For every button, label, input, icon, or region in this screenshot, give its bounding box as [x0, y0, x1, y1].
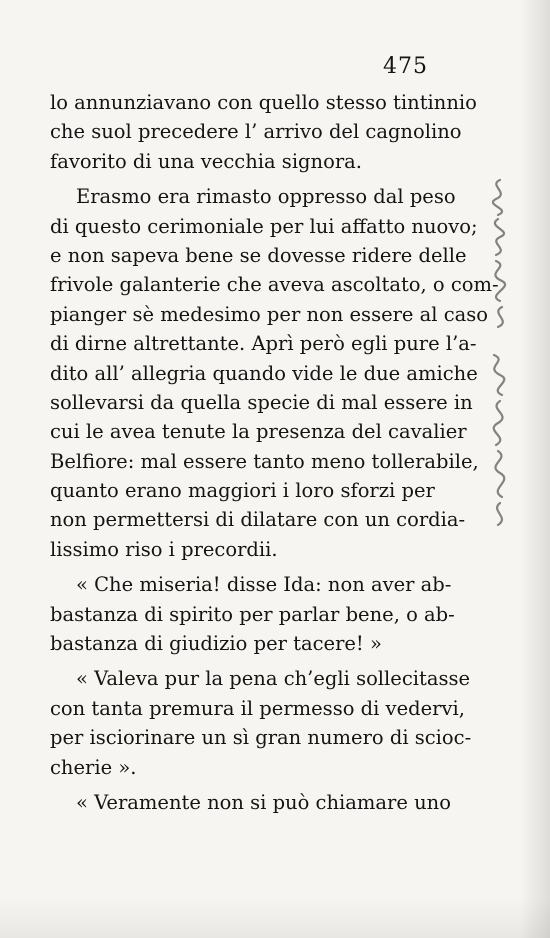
page-number: 475	[383, 54, 428, 79]
text-line: non permettersi di dilatare con un cordia-	[50, 508, 466, 532]
text-line: lissimo riso i precordii.	[50, 537, 278, 561]
text-line: bastanza di giudizio per tacere! »	[50, 632, 382, 656]
text-line: favorito di una vecchia signora.	[50, 149, 362, 173]
text-line: quanto erano maggiori i loro sforzi per	[50, 479, 435, 503]
text-line: con tanta premura il permesso di vedervi,	[50, 696, 465, 720]
text-line: sollevarsi da quella specie di mal essere in	[50, 390, 473, 414]
text-line: cherie ».	[50, 755, 137, 779]
text-line: e non sapeva bene se dovesse ridere delle	[50, 243, 467, 267]
text-line: di dirne altrettante. Aprì però egli pure l’a-	[50, 332, 477, 356]
text-line: che suol precedere l’ arrivo del cagnolino	[50, 120, 462, 144]
handwritten-marginalia	[470, 175, 530, 535]
text-line: cui le avea tenute la presenza del cavalier	[50, 420, 467, 444]
text-line: « Che miseria! disse Ida: non aver ab-	[76, 573, 452, 597]
text-line: frivole galanterie che aveva ascoltato, o com-	[50, 273, 499, 297]
marginalia-scribble	[470, 175, 530, 535]
text-line: « Valeva pur la pena ch’egli sollecitasse	[76, 667, 470, 691]
text-line: dito all’ allegria quando vide le due amiche	[50, 361, 478, 385]
text-line: Belfiore: mal essere tanto meno tollerabile,	[50, 449, 479, 473]
text-line: di questo cerimoniale per lui affatto nuovo;	[50, 214, 478, 238]
text-line: « Veramente non si può chiamare uno	[76, 790, 451, 814]
text-line: pianger sè medesimo per non essere al caso	[50, 302, 489, 326]
page-bottom-shadow	[0, 898, 550, 938]
body-text	[50, 88, 499, 817]
text-line: bastanza di spirito per parlar bene, o ab-	[50, 602, 455, 626]
text-line: per isciorinare un sì gran numero di scioc-	[50, 726, 472, 750]
text-line: lo annunziavano con quello stesso tintinnio	[50, 91, 477, 114]
text-line: Erasmo era rimasto oppresso dal peso	[76, 185, 456, 209]
